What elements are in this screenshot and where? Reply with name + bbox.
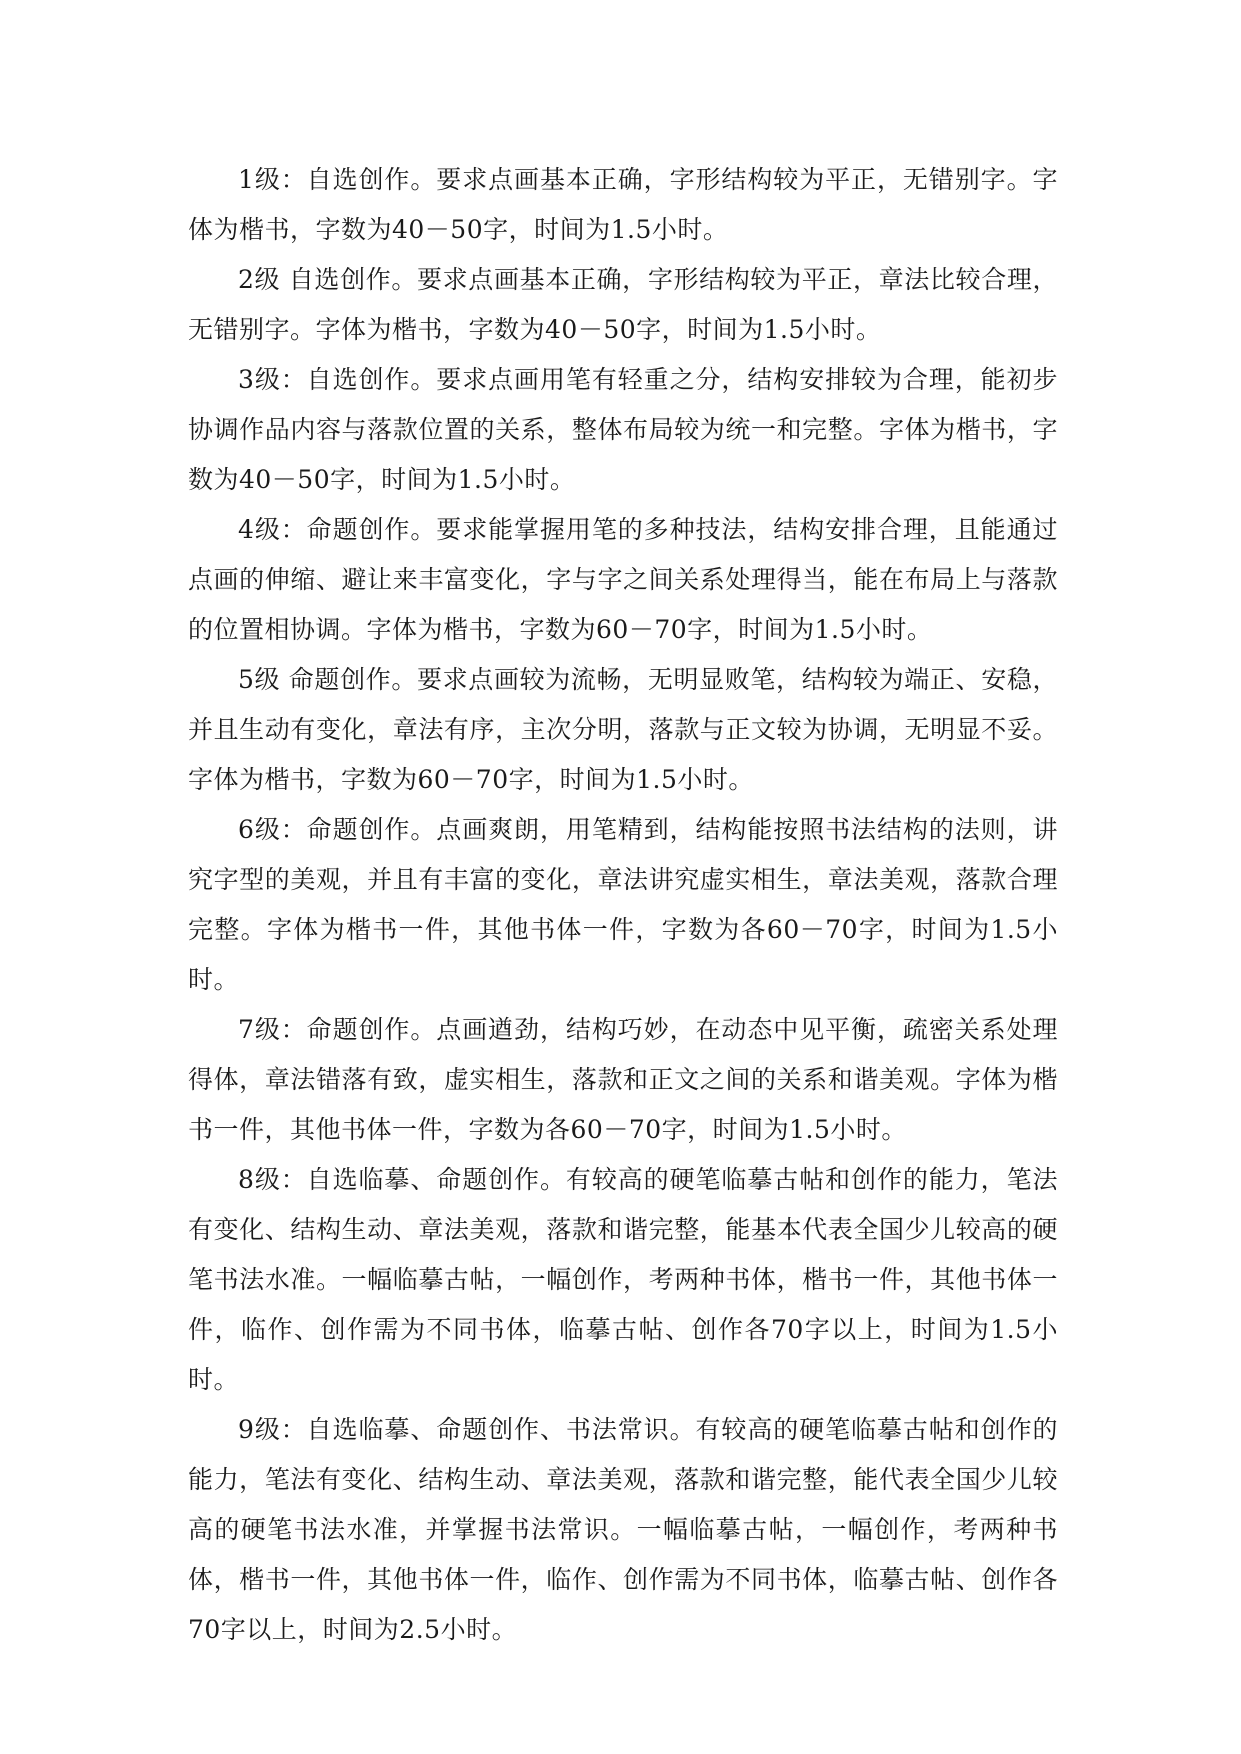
paragraph-level-9: 9级：自选临摹、命题创作、书法常识。有较高的硬笔临摹古帖和创作的能力，笔法有变化、结构生动、章法美观，落款和谐完整，能代表全国少儿较高的硬笔书法水准，并掌握书法常识。一幅临摹古帖，一幅创作，考两种书体，楷书一件，其他书体一件，临作、创作需为不同书体，临摹古帖、创作各70字以上，时间为2.5小时。 [188, 1415, 1058, 1644]
paragraph-level-8: 8级：自选临摹、命题创作。有较高的硬笔临摹古帖和创作的能力，笔法有变化、结构生动、章法美观，落款和谐完整，能基本代表全国少儿较高的硬笔书法水准。一幅临摹古帖，一幅创作，考两种书体，楷书一件，其他书体一件，临作、创作需为不同书体，临摹古帖、创作各70字以上，时间为1.5小时。 [188, 1165, 1058, 1394]
paragraph-level-2: 2级 自选创作。要求点画基本正确，字形结构较为平正，章法比较合理，无错别字。字体为楷书，字数为40－50字，时间为1.5小时。 [188, 265, 1058, 344]
paragraph-level-3: 3级：自选创作。要求点画用笔有轻重之分，结构安排较为合理，能初步协调作品内容与落款位置的关系，整体布局较为统一和完整。字体为楷书，字数为40－50字，时间为1.5小时。 [188, 365, 1058, 494]
paragraph-level-4: 4级：命题创作。要求能掌握用笔的多种技法，结构安排合理，且能通过点画的伸缩、避让来丰富变化，字与字之间关系处理得当，能在布局上与落款的位置相协调。字体为楷书，字数为60－70字，时间为1.5小时。 [188, 515, 1058, 644]
paragraph-level-7: 7级：命题创作。点画遒劲，结构巧妙，在动态中见平衡，疏密关系处理得体，章法错落有致，虚实相生，落款和正文之间的关系和谐美观。字体为楷书一件，其他书体一件，字数为各60－70字，时间为1.5小时。 [188, 1015, 1058, 1144]
paragraph-level-1: 1级：自选创作。要求点画基本正确，字形结构较为平正，无错别字。字体为楷书，字数为40－50字，时间为1.5小时。 [188, 165, 1058, 244]
paragraph-level-5: 5级 命题创作。要求点画较为流畅，无明显败笔，结构较为端正、安稳，并且生动有变化，章法有序，主次分明，落款与正文较为协调，无明显不妥。字体为楷书，字数为60－70字，时间为1.5小时。 [188, 665, 1058, 794]
document-body [188, 155, 1058, 1655]
paragraph-level-6: 6级：命题创作。点画爽朗，用笔精到，结构能按照书法结构的法则，讲究字型的美观，并且有丰富的变化，章法讲究虚实相生，章法美观，落款合理完整。字体为楷书一件，其他书体一件，字数为各60－70字，时间为1.5小时。 [188, 815, 1058, 994]
